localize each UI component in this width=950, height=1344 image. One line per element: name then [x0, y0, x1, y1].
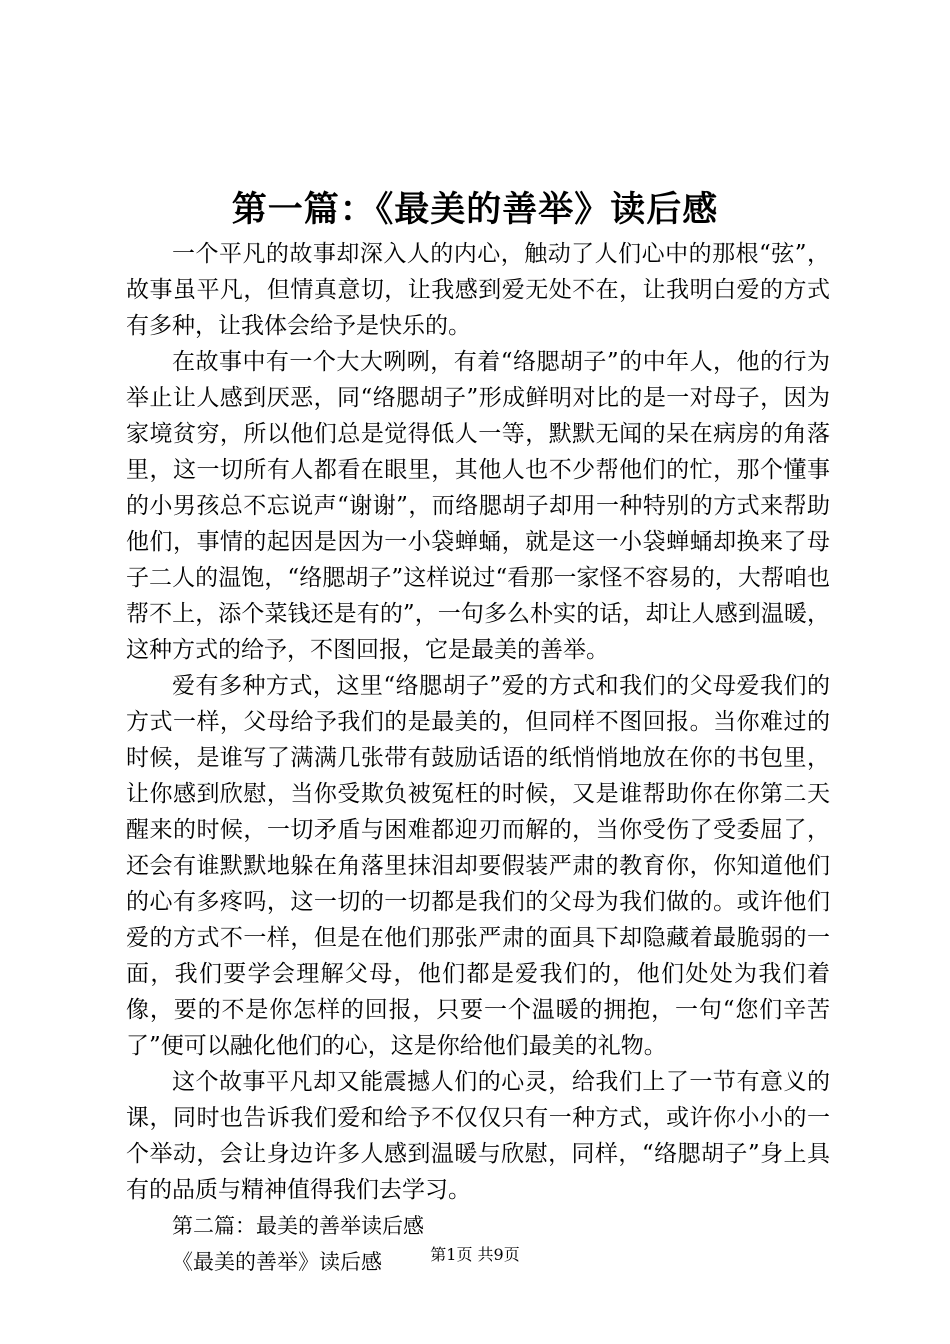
paragraph-3: 爱有多种方式，这里“络腮胡子”爱的方式和我们的父母爱我们的方式一样，父母给予我们的是最美的，但同样不图回报。当你难过的时候，是谁写了满满几张带有鼓励话语的纸悄悄地放在你的书包里，让你感到欣慰，当你受欺负被冤枉的时候，又是谁帮助你在你第二天醒来的时候，一切矛盾与困难都迎刃而解的，当你受伤了受委屈了，还会有谁默默地躲在角落里抹泪却要假装严肃的教育你，你知道他们的心有多疼吗，这一切的一切都是我们的父母为我们做的。或许他们爱的方式不一样，但是在他们那张严肃的面具下却隐藏着最脆弱的一面，我们要学会理解父母，他们都是爱我们的，他们处处为我们着像，要的不是你怎样的回报，只要一个温暖的拥抱，一句“您们辛苦了”便可以融化他们的心，这是你给他们最美的礼物。: [126, 673, 830, 1059]
paragraph-2: 在故事中有一个大大咧咧，有着“络腮胡子”的中年人，他的行为举止让人感到厌恶，同“络腮胡子”形成鲜明对比的是一对母子，因为家境贫穷，所以他们总是觉得低人一等，默默无闻的呆在病房的角落里，这一切所有人都看在眼里，其他人也不少帮他们的忙，那个懂事的小男孩总不忘说声“谢谢”，而络腮胡子却用一种特别的方式来帮助他们，事情的起因是因为一小袋蝉蛹，就是这一小袋蝉蛹却换来了母子二人的温饱，“络腮胡子”这样说过“看那一家怪不容易的，大帮咱也帮不上，添个菜钱还是有的”，一句多么朴实的话，却让人感到温暖，这种方式的给予，不图回报，它是最美的善举。: [126, 349, 830, 663]
document-title: 第一篇：《最美的善举》读后感: [231, 189, 719, 230]
next-section-subtitle: 《最美的善举》读后感: [172, 1250, 382, 1274]
paragraph-4: 这个故事平凡却又能震撼人们的心灵，给我们上了一节有意义的课，同时也告诉我们爱和给予不仅仅只有一种方式，或许你小小的一个举动，会让身边许多人感到温暖与欣慰，同样，“络腮胡子”身上具有的品质与精神值得我们去学习。: [126, 1069, 830, 1203]
next-section-heading: 第二篇：最美的善举读后感: [172, 1214, 424, 1238]
paragraph-1: 一个平凡的故事却深入人的内心，触动了人们心中的那根“弦”，故事虽平凡，但情真意切，让我感到爱无处不在，让我明白爱的方式有多种，让我体会给予是快乐的。: [126, 241, 830, 339]
page-footer: 第1页 共9页: [430, 1245, 520, 1264]
document-body: [126, 236, 830, 1280]
